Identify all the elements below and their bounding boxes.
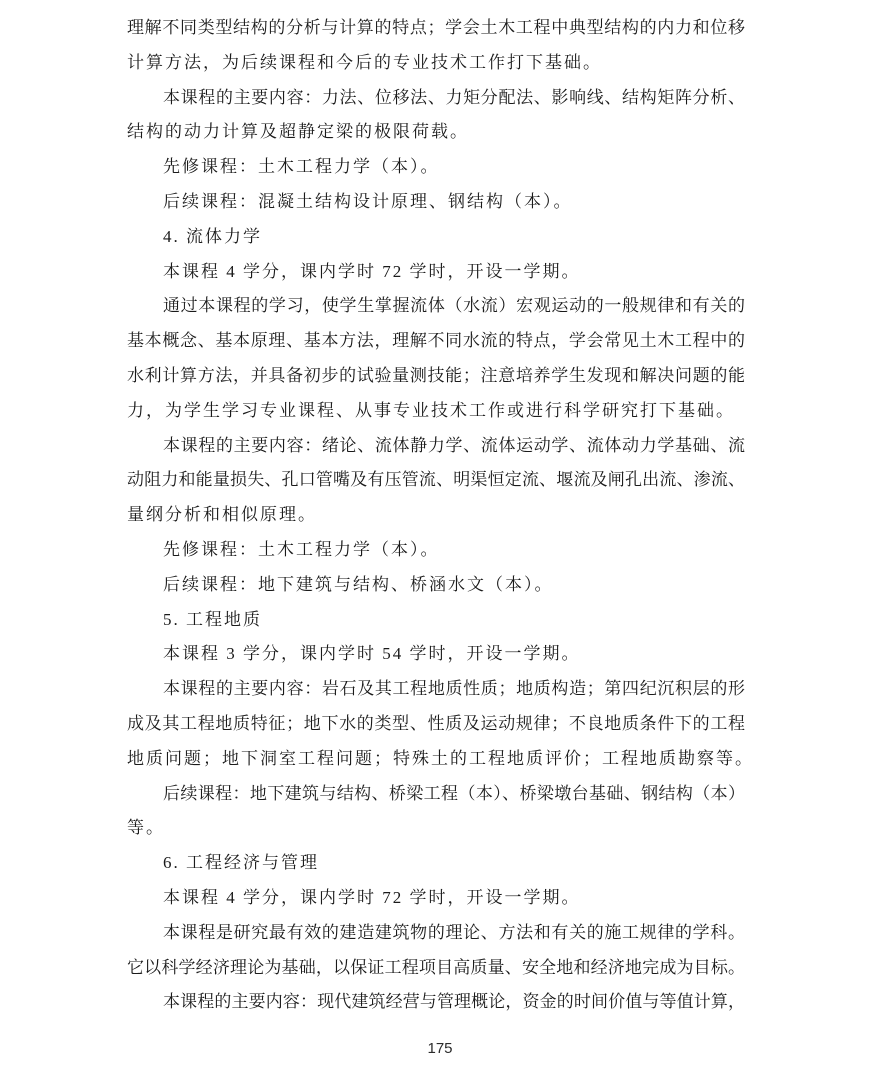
text-line: 力，为学生学习专业课程、从事专业技术工作或进行科学研究打下基础。 bbox=[127, 400, 735, 420]
text-line: 量纲分析和相似原理。 bbox=[127, 505, 317, 525]
text-line: 本课程 3 学分，课内学时 54 学时，开设一学期。 bbox=[163, 644, 581, 664]
text-line: 本课程是研究最有效的建造建筑物的理论、方法和有关的施工规律的学科。 bbox=[163, 922, 745, 942]
text-line: 后续课程：地下建筑与结构、桥梁工程（本）、桥梁墩台基础、钢结构（本） bbox=[163, 783, 745, 803]
text-line: 等。 bbox=[127, 818, 165, 838]
text-line: 本课程的主要内容：绪论、流体静力学、流体运动学、流体动力学基础、流 bbox=[163, 435, 745, 455]
section-heading: 6. 工程经济与管理 bbox=[163, 853, 319, 873]
text-line: 计算方法，为后续课程和今后的专业技术工作打下基础。 bbox=[127, 52, 602, 72]
text-line: 后续课程：混凝土结构设计原理、钢结构（本）。 bbox=[163, 191, 573, 211]
text-line: 基本概念、基本原理、基本方法，理解不同水流的特点，学会常见土木工程中的 bbox=[127, 331, 745, 351]
text-line: 它以科学经济理论为基础，以保证工程项目高质量、安全地和经济地完成为目标。 bbox=[127, 957, 745, 977]
text-line: 理解不同类型结构的分析与计算的特点；学会土木工程中典型结构的内力和位移 bbox=[127, 18, 745, 37]
text-line: 本课程的主要内容：力法、位移法、力矩分配法、影响线、结构矩阵分析、 bbox=[163, 87, 745, 107]
text-line: 通过本课程的学习，使学生掌握流体（水流）宏观运动的一般规律和有关的 bbox=[163, 296, 745, 316]
text-line: 水利计算方法，并具备初步的试验量测技能；注意培养学生发现和解决问题的能 bbox=[127, 365, 745, 385]
text-line: 后续课程：地下建筑与结构、桥涵水文（本）。 bbox=[163, 574, 554, 594]
text-line: 成及其工程地质特征；地下水的类型、性质及运动规律；不良地质条件下的工程 bbox=[127, 713, 745, 733]
text-line: 本课程 4 学分，课内学时 72 学时，开设一学期。 bbox=[163, 887, 581, 907]
text-line: 结构的动力计算及超静定梁的极限荷载。 bbox=[127, 122, 469, 142]
text-line: 先修课程：土木工程力学（本）。 bbox=[163, 157, 440, 177]
text-block bbox=[127, 11, 754, 1020]
text-line: 地质问题；地下洞室工程问题；特殊土的工程地质评价；工程地质勘察等。 bbox=[127, 748, 754, 768]
section-heading: 5. 工程地质 bbox=[163, 609, 262, 629]
text-line: 先修课程：土木工程力学（本）。 bbox=[163, 539, 440, 559]
page-number: 175 bbox=[427, 1040, 453, 1057]
text-line: 动阻力和能量损失、孔口管嘴及有压管流、明渠恒定流、堰流及闸孔出流、渗流、 bbox=[127, 470, 745, 490]
text-line: 本课程 4 学分，课内学时 72 学时，开设一学期。 bbox=[163, 261, 581, 281]
section-heading: 4. 流体力学 bbox=[163, 226, 262, 246]
text-line: 本课程的主要内容：岩石及其工程地质性质；地质构造；第四纪沉积层的形 bbox=[163, 679, 745, 699]
text-line: 本课程的主要内容：现代建筑经营与管理概论，资金的时间价值与等值计算， bbox=[163, 992, 745, 1012]
